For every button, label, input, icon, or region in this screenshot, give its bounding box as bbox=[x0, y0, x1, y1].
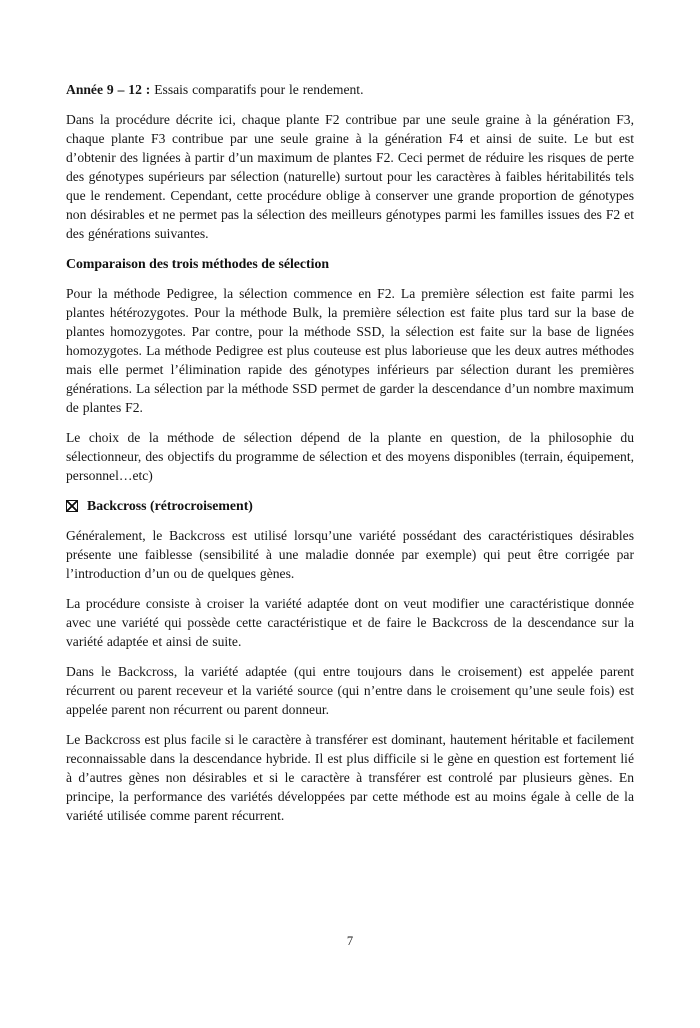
paragraph-backcross-intro: Généralement, le Backcross est utilisé lorsqu’une variété possédant des caractéristiques désirables présente une faiblesse (sensibilité à une maladie donnée par exemple) qui peut être corrigée par l’introduction d’un ou de quelques gènes. bbox=[66, 528, 634, 581]
annee-line bbox=[66, 80, 634, 99]
paragraph-backcross-difficulty: Le Backcross est plus facile si le caractère à transférer est dominant, hautement héritable et facilement reconnaissable dans la descendance hybride. Il est plus difficile si le gène en question est fortement lié à d’autres gènes non désirables et si le caractère à transférer est controlé par plusieurs gènes. En principe, la performance des variétés développées par cette méthode est au moins égale à celle de la variété utilisée comme parent récurrent. bbox=[66, 732, 634, 823]
page-number: 7 bbox=[346, 934, 354, 948]
paragraph-backcross-parents: Dans le Backcross, la variété adaptée (qui entre toujours dans le croisement) est appelée parent récurrent ou parent receveur et la variété source (qui n’entre dans le croisement qu’une seule fois) est appelée parent non récurrent ou parent donneur. bbox=[66, 664, 634, 717]
paragraph-backcross-procedure: La procédure consiste à croiser la variété adaptée dont on veut modifier une caractéristique donnée avec une variété qui possède cette caractéristique et de faire le Backcross de la descendance sur la variété adaptée et ainsi de suite. bbox=[66, 596, 634, 649]
annee-text: Essais comparatifs pour le rendement. bbox=[154, 82, 364, 97]
heading-backcross-label: Backcross (rétrocroisement) bbox=[87, 498, 253, 513]
document-body bbox=[66, 80, 634, 836]
heading-backcross bbox=[66, 496, 634, 515]
paragraph-choice: Le choix de la méthode de sélection dépend de la plante en question, de la philosophie du sélectionneur, des objectifs du programme de sélection et des moyens disponibles (terrain, équipement, personnel…etc) bbox=[66, 430, 634, 483]
heading-comparison: Comparaison des trois méthodes de sélection bbox=[66, 256, 330, 271]
paragraph-ssd-procedure: Dans la procédure décrite ici, chaque plante F2 contribue par une seule graine à la génération F3, chaque plante F3 contribue par une seule graine à la génération F4 et ainsi de suite. Le but est d’obtenir des lignées à partir d’un maximum de plantes F2. Ceci permet de réduire les risques de perte des génotypes supérieurs par sélection (naturelle) surtout pour les caractères à faibles héritabilités tels que le rendement. Cependant, cette procédure oblige à conserver une grande proportion de génotypes non désirables et ne permet pas la sélection des meilleurs génotypes parmi les familles issues des F2 et des générations suivantes. bbox=[66, 112, 634, 241]
ballot-box-x-icon bbox=[66, 500, 78, 512]
annee-label: Année 9 – 12 : bbox=[66, 82, 151, 97]
paragraph-comparison: Pour la méthode Pedigree, la sélection commence en F2. La première sélection est faite parmi les plantes hétérozygotes. Pour la méthode Bulk, la première sélection est faite plus tard sur la base de plantes homozygotes. Par contre, pour la méthode SSD, la sélection est faite sur la base de lignées homozygotes. La méthode Pedigree est plus couteuse est plus laborieuse que les deux autres méthodes mais elle permet l’élimination rapide des génotypes inférieurs par sélection durant les premières générations. La sélection par la méthode SSD permet de garder la descendance d’un nombre maximum de plantes F2. bbox=[66, 286, 634, 415]
